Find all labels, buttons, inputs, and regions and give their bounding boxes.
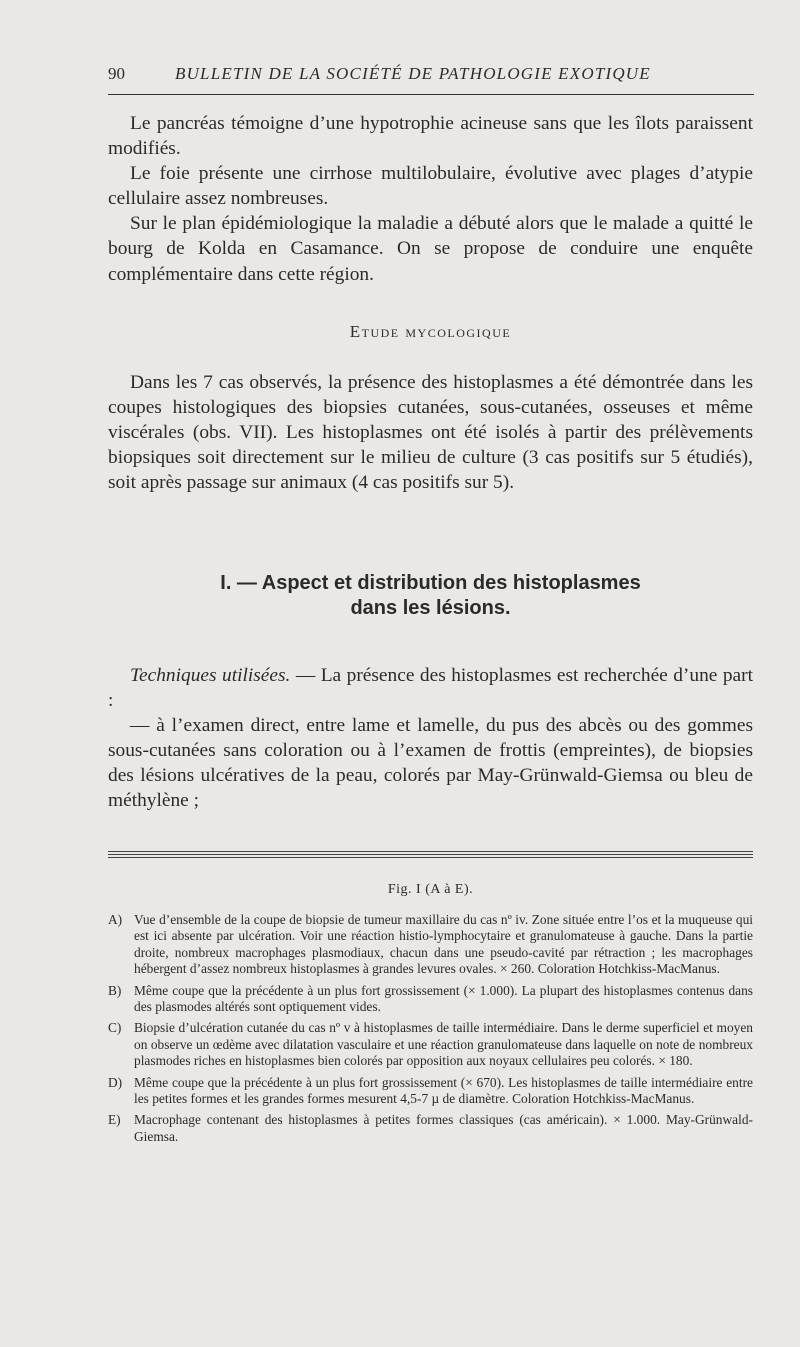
figure-caption-list xyxy=(108,912,753,1150)
caption-label: A) xyxy=(108,912,123,927)
header-rule xyxy=(108,94,754,95)
section-heading: Etude mycologique xyxy=(349,322,512,341)
paragraph-pancreas: Le pancréas témoigne d’une hypotrophie acineuse sans que les îlots paraissent modifiés. xyxy=(108,113,753,160)
separator-rule xyxy=(108,851,753,852)
figure-separator xyxy=(108,851,753,860)
caption-label: B) xyxy=(108,982,122,998)
caption-item xyxy=(108,1112,753,1145)
paragraph-examen-direct: — à l’examen direct, entre lame et lamelle, du pus des abcès ou des gommes sous-cutanées sans coloration ou à l’examen de frottis (empreintes), de biopsies des lésions ulcératives de la peau, colorés par May-Grünwald-Giemsa ou bleu de méthylène ; xyxy=(108,715,753,812)
techniques-text: — La présence des histoplasmes est recherchée d’une part : xyxy=(108,665,753,712)
caption-item xyxy=(108,1020,753,1069)
caption-item xyxy=(108,912,753,978)
caption-label: C) xyxy=(108,1020,122,1036)
intro-text-block xyxy=(108,111,753,287)
caption-label: E) xyxy=(108,1112,121,1128)
separator-rule xyxy=(108,854,753,855)
caption-text: Même coupe que la précédente à un plus fort grossissement (× 670). Les histoplasmes de taille intermédiaire entre les petites formes et les grandes formes mesurent 4,5-7 µ de diamètre. Coloration Hotchkiss-MacManus. xyxy=(134,1074,753,1107)
caption-text: Même coupe que la précédente à un plus fort grossissement (× 1.000). La plupart des histoplasmes contenus dans des plasmodes altérés sont optiquement vides. xyxy=(134,982,753,1015)
techniques-label: Techniques utilisées. xyxy=(130,665,291,686)
separator-rule xyxy=(108,857,753,858)
subsection-heading-line-1: I. — Aspect et distribution des histoplasmes xyxy=(220,572,641,594)
caption-text: Macrophage contenant des histoplasmes à petites formes classiques (cas américain). × 1.000. May-Grünwald-Giemsa. xyxy=(134,1112,753,1144)
mycology-text-block xyxy=(108,370,753,495)
paragraph-mycology: Dans les 7 cas observés, la présence des histoplasmes a été démontrée dans les coupes histologiques des biopsies cutanées, sous-cutanées, osseuses et même viscérales (obs. VII). Les histoplasmes ont été isolés à partir des prélèvements biopsiques soit directement sur le milieu de culture (3 cas positifs sur 5 étudiés), soit après passage sur animaux (4 cas positifs sur 5). xyxy=(108,372,753,494)
paragraph-techniques xyxy=(108,663,753,713)
journal-title: BULLETIN DE LA SOCIÉTÉ DE PATHOLOGIE EXOTIQUE xyxy=(175,64,651,83)
figure-title: Fig. I (A à E). xyxy=(387,882,474,897)
caption-item xyxy=(108,983,753,1016)
subsection-heading xyxy=(108,571,753,621)
caption-text: Biopsie d’ulcération cutanée du cas nº v à histoplasmes de taille intermédiaire. Dans le derme superficiel et moyen on observe un œdème avec dilatation vasculaire et une réaction granulomateuse dans laquelle on note de nombreux plasmodes riches en histoplasmes bien colorés par opposition aux noyaux cellulaires peu colorés. × 180. xyxy=(134,1020,753,1069)
caption-label: D) xyxy=(108,1074,123,1090)
paragraph-foie: Le foie présente une cirrhose multilobulaire, évolutive avec plages d’atypie cellulaire assez nombreuses. xyxy=(108,163,753,210)
caption-item xyxy=(108,1075,753,1108)
paragraph-epidemiologie: Sur le plan épidémiologique la maladie a débuté alors que le malade a quitté le bourg de Kolda en Casamance. On se propose de conduire une enquête complémentaire dans cette région. xyxy=(108,213,753,285)
caption-text: Vue d’ensemble de la coupe de biopsie de tumeur maxillaire du cas nº iv. Zone située entre l’os et la muqueuse qui est ici absente par ulcération. Voir une réaction histio-lymphocytaire et granulomateuse à gauche. Dans la partie droite, nombreux macrophages plasmodiaux, chacun dans une pseudo-cavité par rétraction ; les macrophages hébergent d’assez nombreux histoplasmes à grandes levures ovales. × 260. Coloration Hotchkiss-MacManus. xyxy=(134,912,753,977)
running-head xyxy=(108,64,754,90)
techniques-text-block xyxy=(108,663,753,814)
page-number: 90 xyxy=(108,64,125,83)
subsection-heading-line-2: dans les lésions. xyxy=(350,597,511,619)
